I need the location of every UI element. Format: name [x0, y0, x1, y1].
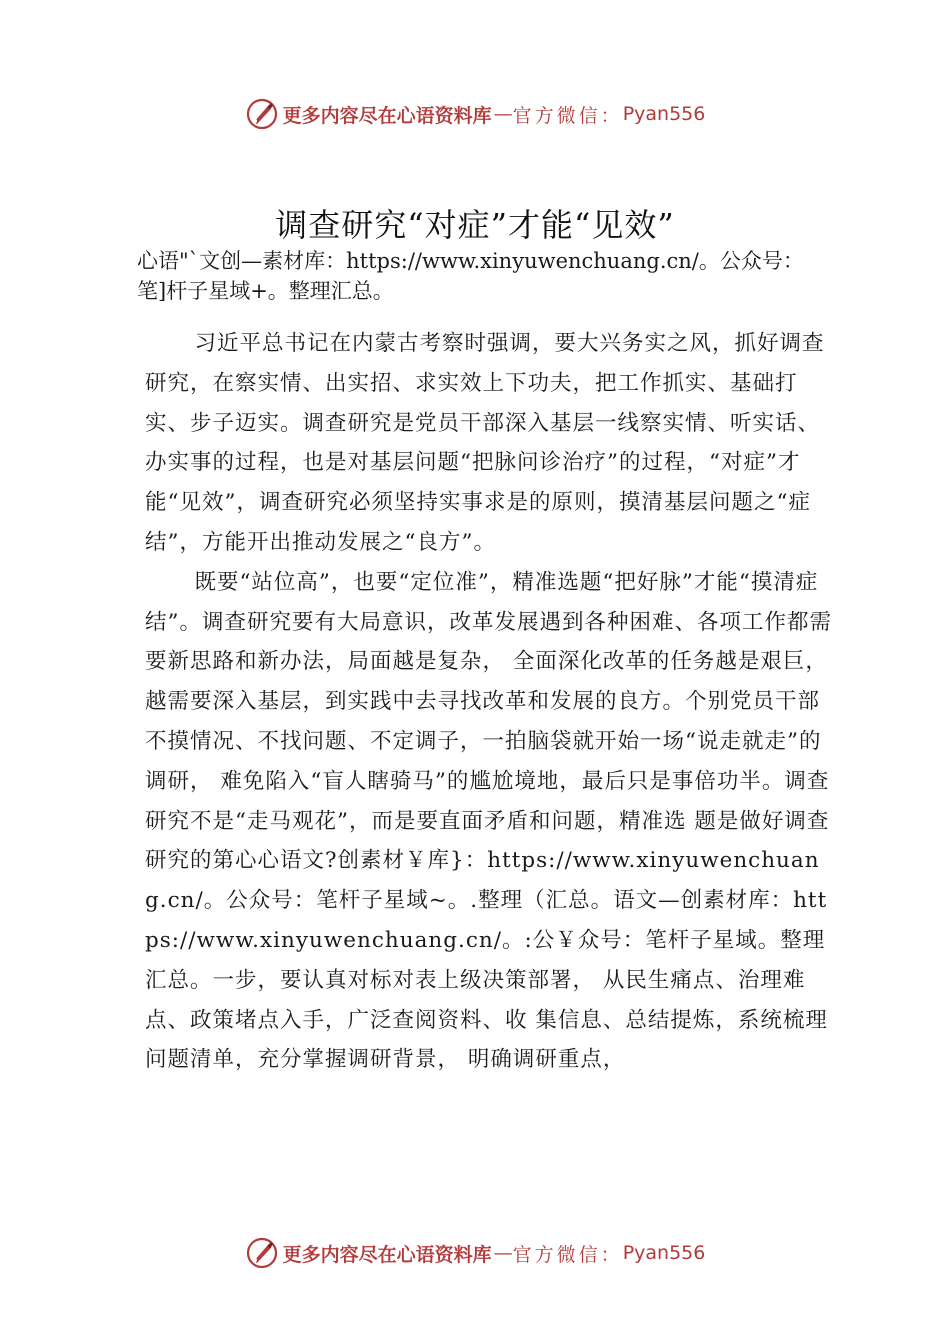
banner-wechat-label: 官方微信：	[512, 104, 623, 127]
pen-logo-icon	[245, 1236, 279, 1270]
paragraph: 习近平总书记在内蒙古考察时强调，要大兴务实之风，抓好调查研究，在察实情、出实招、求实效上下功夫，把工作抓实、基础打实、步子迈实。调查研究是党员干部深入基层一线察实情、听实话、办实事的过程，也是对基层问题“把脉问诊治疗”的过程，“对症”才能“见效”，调查研究必须坚持实事求是的原则，摸清基层问题之“症结”，方能开出推动发展之“良方”。	[145, 331, 825, 555]
banner-wechat-label: 官方微信：	[512, 1243, 623, 1266]
banner-wechat-id: Pyan556	[622, 103, 706, 125]
document-title: 调查研究“对症”才能“见效”	[275, 206, 675, 244]
banner-brand: 更多内容尽在心语资料库	[282, 1243, 492, 1266]
header-banner	[0, 94, 950, 134]
paragraph: 既要“站位高”，也要“定位准”，精准选题“把好脉”才能“摸清症结”。调查研究要有大局意识，改革发展遇到各种困难、各项工作都需要新思路和新办法，局面越是复杂， 全面深化改革的任务越是艰巨，越需要深入基层，到实践中去寻找改革和发展的良方。个别党员干部不摸情况、不找问题、不定调子，一拍脑袋就开始一场“说走就走”的调研， 难免陷入“盲人瞎骑马”的尴尬境地，最后只是事倍功半。调查研究不是“走马观花”，而是要直面矛盾和问题，精准选 题是做好调查研究的第心心语文?创素材￥库}：https://www.xinyuwenchuang.cn/。公众号：笔杆子星域~。.整理（汇总。语文—创素材库：https://www.xinyuwenchuang.cn/。:公￥众号：笔杆子星域。整理汇总。一步，要认真对标对表上级决策部署， 从民生痛点、治理难点、政策堵点入手，广泛查阅资料、收 集信息、总结提炼，系统梳理问题清单，充分掌握调研背景， 明确调研重点，	[145, 569, 832, 1073]
banner-separator: —	[493, 1242, 511, 1264]
footer-banner	[0, 1233, 950, 1273]
banner-separator: —	[493, 103, 511, 125]
source-line: 心语"`文创—素材库：https://www.xinyuwenchuang.cn/。公众号：笔]杆子星域+。整理汇总。	[137, 249, 804, 303]
pen-logo-icon	[245, 97, 279, 131]
banner-brand: 更多内容尽在心语资料库	[282, 104, 492, 127]
document-body	[145, 324, 835, 1080]
banner-wechat-id: Pyan556	[622, 1242, 706, 1264]
